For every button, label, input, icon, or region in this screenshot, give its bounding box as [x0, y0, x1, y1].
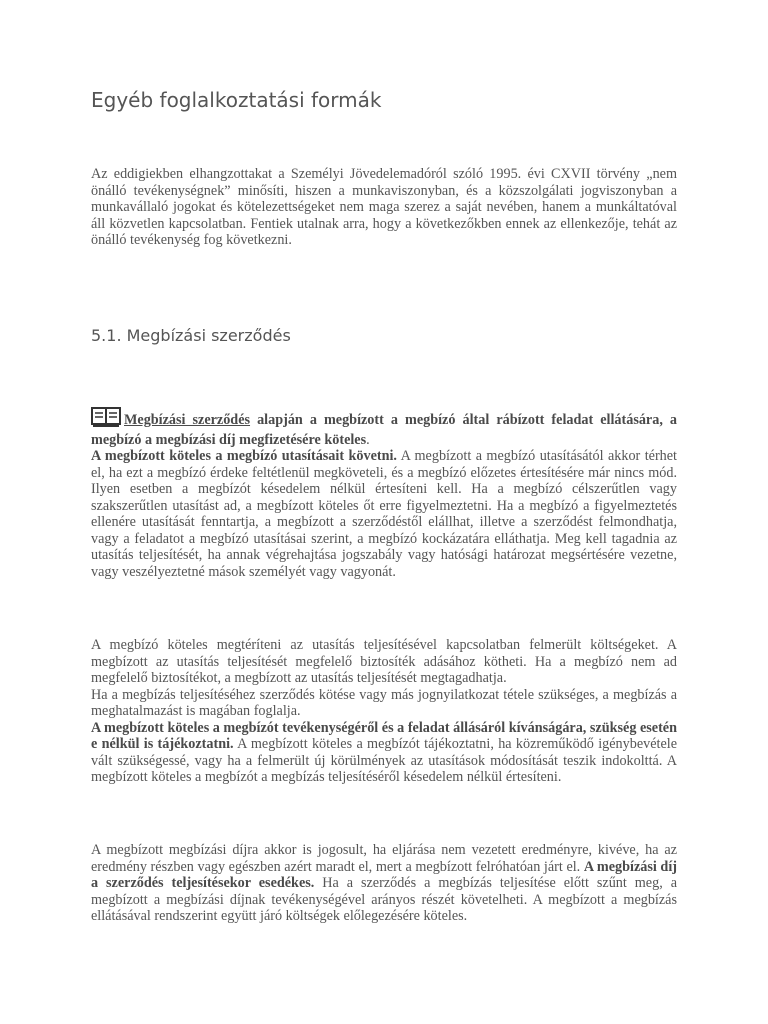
authorization-text: Ha a megbízás teljesítéséhez szerződés kötése vagy más jognyilatkozat tétele szükséges, a megbízás a meghatalmazást is magában foglalja.	[91, 686, 677, 719]
fee-rest: Ha a szerződés a megbízás teljesítése előtt szűnt meg, a megbízott a megbízási díjnak tevékenységével arányos részét követelheti. A megbízott a megbízás ellátásával rendszerint együtt járó költségek előlegezésére köteles.	[91, 875, 677, 924]
instruction-text: A megbízott a megbízó utasításától akkor térhet el, ha ezt a megbízó érdeke feltétlenül megköveteli, és a megbízó előzetes értesítésére már nincs mód. Ilyen esetben a megbízót késedelem nélkül értesíteni kell. Ha a megbízó célszerűtlen vagy szakszerűtlen utasítást ad, a megbízott köteles őt erre figyelmeztetni. Ha a megbízó a figyelmeztetés ellenére utasítását fenntartja, a megbízott a szerződéstől elállhat, illetve a szerződést felmondhatja, vagy a feladatot a megbízó utasításai szerint, a megbízó kockázatára elláthatja. Meg kell tagadnia az utasítás teljesítését, ha annak végrehajtása jogszabály vagy hatósági határozat megsértésére vezetne, vagy veszélyeztetné mások személyét vagy vagyonát.	[91, 448, 677, 580]
intro-paragraph: Az eddigiekben elhangzottakat a Személyi Jövedelemadóról szóló 1995. évi CXVII törvény „nem önálló tevékenységnek” minősíti, hiszen a munkaviszonyban, és a közszolgálati jogviszonyban a munkavállaló jogokat és kötelezettségeket nem maga szerez a saját nevében, hanem a munkáltatóval áll közvetlen kapcsolatban. Fentiek utalnak arra, hogy a következőkben ennek az ellenkezője, tehát az önálló tevékenység fog következni.	[91, 166, 677, 248]
fee-text: A megbízott megbízási díjra akkor is jogosult, ha eljárása nem vezetett eredményre, kivéve, ha az eredmény részben vagy egészben azért maradt el, mert a megbízott felróhatóan járt el.	[91, 842, 677, 875]
instruction-rule: A megbízott köteles a megbízó utasításait követni.	[91, 448, 397, 464]
definition-text: alapján a megbízott a megbízó által rábízott feladat ellátására, a megbízó a megbízási díj megfizetésére köteles	[91, 412, 678, 448]
term-link[interactable]: Megbízási szerződés	[124, 412, 251, 428]
definition-paragraph	[91, 407, 677, 580]
information-text: A megbízott köteles a megbízót tájékoztatni, ha közreműködő igénybevétele vált szükségessé, vagy ha a felmerült új körülmények az utasítások módosítását teszik indokolttá. A megbízott köteles a megbízót a megbízás teljesítéséről késedelem nélkül értesíteni.	[91, 736, 677, 785]
costs-paragraph	[91, 637, 677, 786]
fee-rule: A megbízási díj a szerződés teljesítésekor esedékes.	[91, 858, 677, 891]
information-rule: A megbízott köteles a megbízót tevékenységéről és a feladat állásáról kívánságára, szükség esetén e nélkül is tájékoztatni.	[91, 719, 677, 752]
section-heading: 5.1. Megbízási szerződés	[91, 326, 291, 345]
costs-text: A megbízó köteles megtéríteni az utasítás teljesítésével kapcsolatban felmerült költségeket. A megbízott az utasítás teljesítését megfelelő biztosíték adásához kötheti. Ha a megbízó nem ad megfelelő biztosítékot, a megbízott az utasítás teljesítését megtagadhatja.	[91, 637, 677, 686]
definition-end: .	[366, 431, 370, 448]
book-icon	[91, 407, 121, 432]
fee-paragraph	[91, 842, 677, 925]
page-title: Egyéb foglalkoztatási formák	[91, 88, 382, 112]
